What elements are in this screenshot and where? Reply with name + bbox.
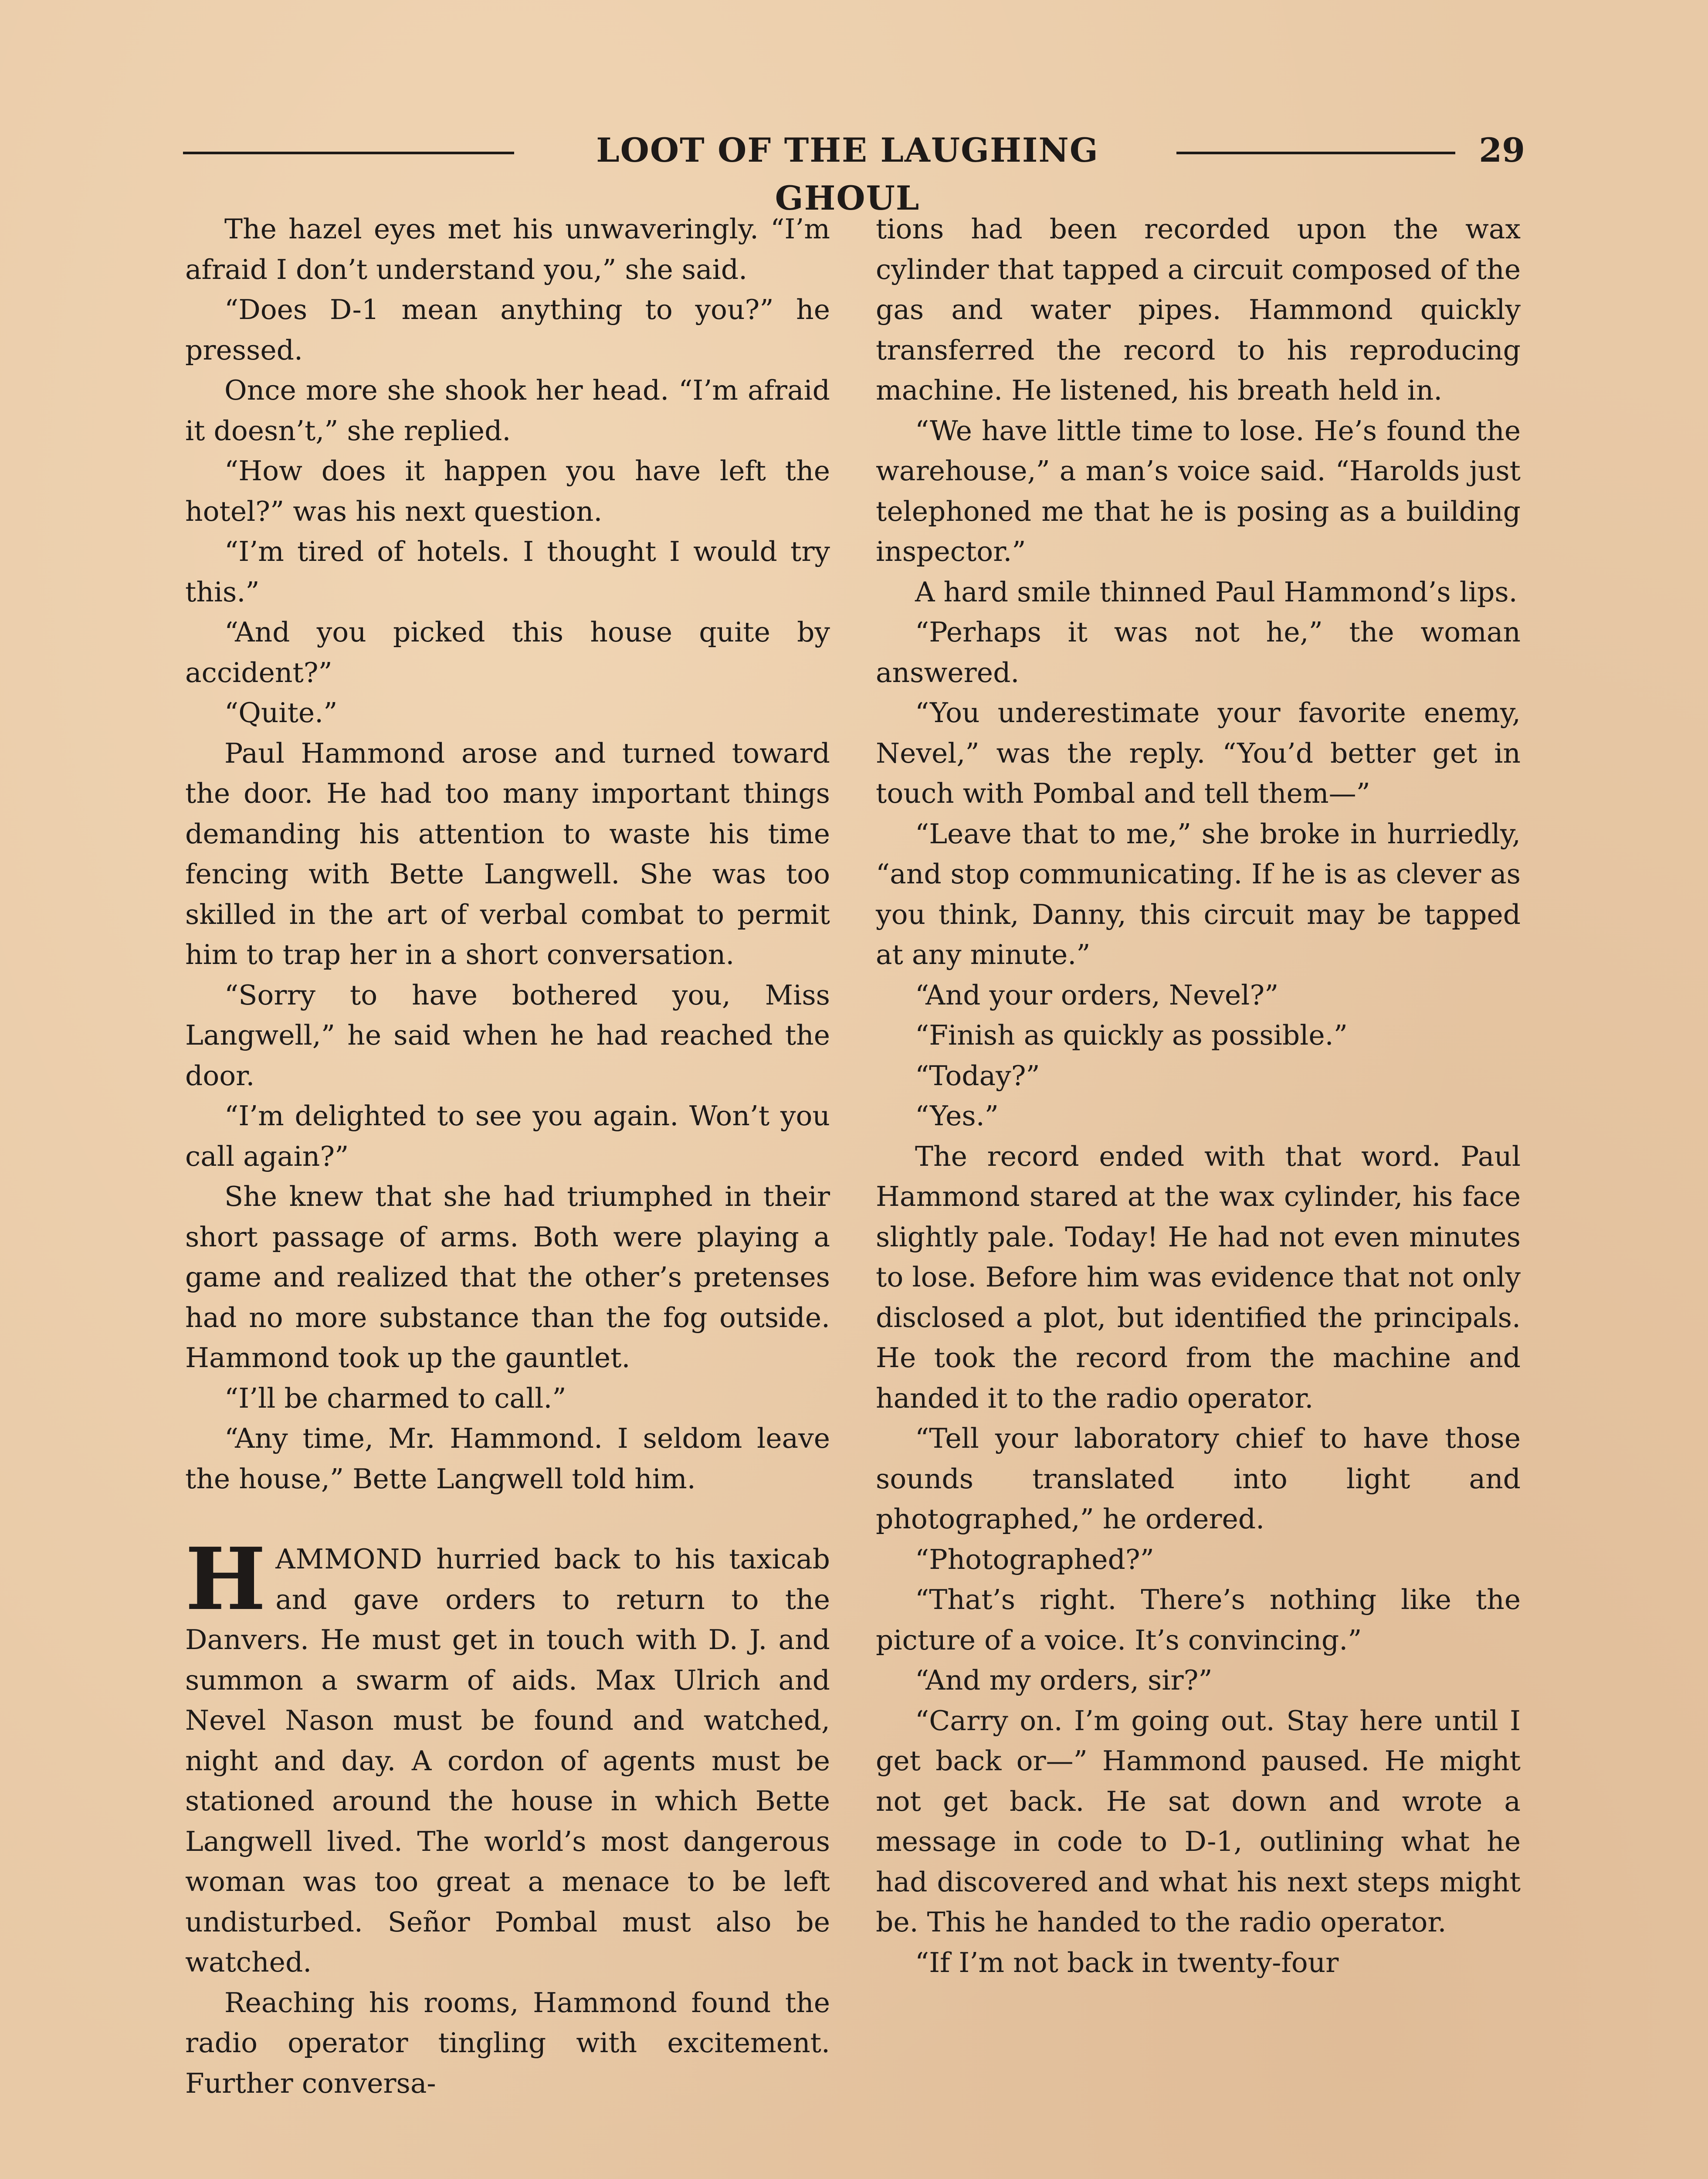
- paragraph: Reaching his rooms, Hammond found the radio operator tingling with excitement. Further conversa-: [185, 1986, 830, 2099]
- paragraph: “Today?”: [915, 1059, 1040, 1092]
- paragraph: tions had been recorded upon the wax cylinder that tapped a circuit composed of the gas and water pipes. Hammond quickly transferred the record to his reproducing machine. He listened, his breath held in.: [876, 213, 1521, 406]
- paragraph: “You underestimate your favorite enemy, Nevel,” was the reply. “You’d better get in touch with Pombal and tell them—”: [876, 697, 1521, 809]
- right-column: [876, 209, 1521, 1983]
- paragraph: “I’m tired of hotels. I thought I would try this.”: [185, 536, 830, 608]
- paragraph: “Leave that to me,” she broke in hurriedly, “and stop communicating. If he is as clever as you think, Danny, this circuit may be tapped at any minute.”: [876, 818, 1521, 971]
- paragraph: “How does it happen you have left the hotel?” was his next question.: [185, 455, 830, 527]
- paragraph: “Carry on. I’m going out. Stay here until I get back or—” Hammond paused. He might not get back. He sat down and wrote a message in code to D-1, outlining what he had discovered and what his next steps might be. This he handed to the radio operator.: [876, 1704, 1521, 1938]
- paragraph: “And my orders, sir?”: [915, 1664, 1213, 1696]
- paragraph: The record ended with that word. Paul Hammond stared at the wax cylinder, his face slightly pale. Today! He had not even minutes to lose. Before him was evidence that not only disclosed a plot, but identified the principals. He took the record from the machine and handed it to the radio operator.: [876, 1140, 1521, 1414]
- paragraph: “Quite.”: [224, 697, 338, 729]
- drop-cap: H: [185, 1529, 266, 1629]
- left-column: [185, 209, 830, 2104]
- paragraph: “Any time, Mr. Hammond. I seldom leave the house,” Bette Langwell told him.: [185, 1422, 830, 1495]
- paragraph: “That’s right. There’s nothing like the picture of a voice. It’s convincing.”: [876, 1584, 1521, 1656]
- header-rule-right: [1176, 152, 1455, 154]
- running-head: [183, 126, 1525, 217]
- paragraph: “We have little time to lose. He’s found the warehouse,” a man’s voice said. “Harolds just telephoned me that he is posing as a building inspector.”: [876, 414, 1521, 567]
- paragraph: “Does D-1 mean anything to you?” he pressed.: [185, 294, 830, 366]
- paragraph: “I’ll be charmed to call.”: [224, 1382, 566, 1414]
- paragraph: Paul Hammond arose and turned toward the door. He had too many important things demanding his attention to waste his time fencing with Bette Langwell. She was too skilled in the art of verbal combat to permit him to trap her in a short conversation.: [185, 737, 830, 971]
- section-opening-paragraph: [185, 1529, 830, 1983]
- paragraph: “If I’m not back in twenty-four: [915, 1946, 1339, 1979]
- page-number: 29: [1479, 131, 1525, 170]
- paragraph: “Photographed?”: [915, 1543, 1154, 1575]
- paragraph: Once more she shook her head. “I’m afraid it doesn’t,” she replied.: [185, 374, 830, 447]
- header-rule-left: [183, 152, 514, 154]
- paragraph: “Finish as quickly as possible.”: [915, 1019, 1348, 1051]
- paragraph: “And your orders, Nevel?”: [915, 979, 1279, 1011]
- paragraph: “Yes.”: [915, 1100, 999, 1132]
- paragraph: A hard smile thinned Paul Hammond’s lips.: [915, 576, 1518, 608]
- paragraph: The hazel eyes met his unwaveringly. “I’m afraid I don’t understand you,” she said.: [185, 213, 830, 285]
- paragraph: “Tell your laboratory chief to have those sounds translated into light and photographed,” he ordered.: [876, 1422, 1521, 1535]
- section-text: hurried back to his taxicab and gave orders to return to the Danvers. He must get in touch with D. J. and summon a swarm of aids. Max Ulrich and Nevel Nason must be found and watched, night and day. A cordon of agents must be stationed around the house in which Bette Langwell lived. The world’s most dangerous woman was too great a menace to be left undisturbed. Señor Pombal must also be watched.: [185, 1543, 830, 1978]
- paragraph: “Perhaps it was not he,” the woman answered.: [876, 616, 1521, 689]
- paragraph: “I’m delighted to see you again. Won’t you call again?”: [185, 1100, 830, 1172]
- paragraph: “And you picked this house quite by accident?”: [185, 616, 830, 689]
- story-title: LOOT OF THE LAUGHING GHOUL: [596, 131, 1099, 217]
- paragraph: She knew that she had triumphed in their short passage of arms. Both were playing a game and realized that the other’s pretenses had no more substance than the fog outside. Hammond took up the gauntlet.: [185, 1181, 830, 1374]
- paragraph: “Sorry to have bothered you, Miss Langwell,” he said when he had reached the door.: [185, 979, 830, 1092]
- lead-word: AMMOND: [275, 1543, 423, 1575]
